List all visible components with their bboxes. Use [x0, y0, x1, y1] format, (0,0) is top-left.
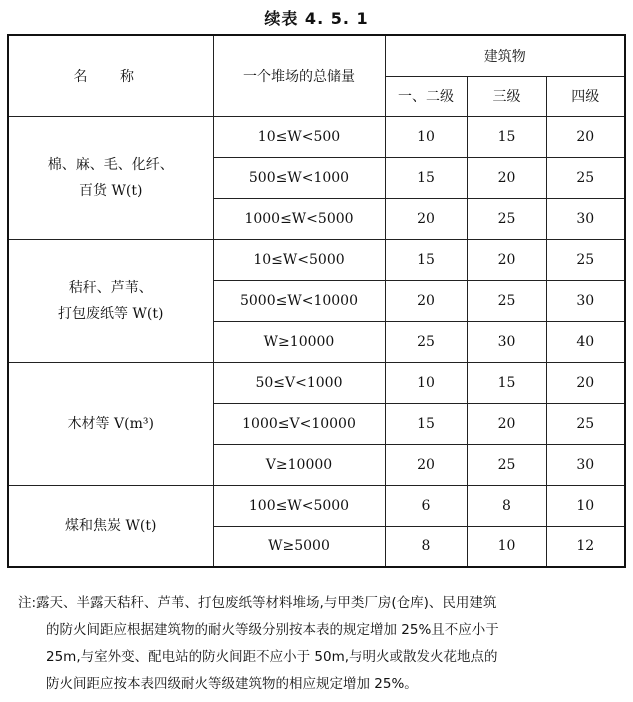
group-name-line: 秸秆、芦苇、 — [68, 279, 153, 296]
distance-grade-3: 20 — [467, 239, 546, 280]
storage-range: 500≤W<1000 — [213, 157, 385, 198]
distance-grade-1-2: 15 — [385, 239, 467, 280]
table-row — [8, 239, 625, 280]
distance-grade-1-2: 10 — [385, 116, 467, 157]
header-grade-3: 三级 — [467, 76, 546, 116]
group-name-cell — [8, 362, 213, 485]
storage-range: 10≤W<5000 — [213, 239, 385, 280]
group-name-line: 木材等 V(m³) — [67, 415, 154, 432]
group-name-line: 棉、麻、毛、化纤、 — [47, 156, 174, 173]
note-line: 25m,与室外变、配电站的防火间距不应小于 50m,与明火或散发火花地点的 — [46, 649, 498, 665]
distance-grade-1-2: 15 — [385, 403, 467, 444]
distance-grade-4: 20 — [546, 116, 625, 157]
table-notes — [18, 590, 626, 698]
note-line: 防火间距应按本表四级耐火等级建筑物的相应规定增加 25%。 — [46, 676, 418, 692]
header-building: 建筑物 — [385, 35, 625, 76]
distance-grade-3: 30 — [467, 321, 546, 362]
group-name-line: 打包废纸等 W(t) — [58, 305, 164, 322]
distance-grade-3: 8 — [467, 485, 546, 526]
storage-range: 10≤W<500 — [213, 116, 385, 157]
distance-grade-1-2: 15 — [385, 157, 467, 198]
distance-grade-1-2: 20 — [385, 198, 467, 239]
header-grade-4: 四级 — [546, 76, 625, 116]
distance-grade-4: 30 — [546, 280, 625, 321]
header-total-storage: 一个堆场的总储量 — [213, 35, 385, 116]
header-grade-1-2: 一、二级 — [385, 76, 467, 116]
table-row — [8, 362, 625, 403]
distance-grade-4: 30 — [546, 198, 625, 239]
distance-grade-1-2: 25 — [385, 321, 467, 362]
distance-grade-4: 25 — [546, 403, 625, 444]
distance-grade-3: 15 — [467, 362, 546, 403]
distance-grade-3: 25 — [467, 280, 546, 321]
group-name-cell — [8, 485, 213, 567]
storage-range: W≥5000 — [213, 526, 385, 567]
distance-grade-3: 20 — [467, 403, 546, 444]
distance-grade-1-2: 6 — [385, 485, 467, 526]
note-line: 注:露天、半露天秸秆、芦苇、打包废纸等材料堆场,与甲类厂房(仓库)、民用建筑 — [18, 595, 497, 611]
distance-grade-1-2: 20 — [385, 280, 467, 321]
note-line: 的防火间距应根据建筑物的耐火等级分别按本表的规定增加 25%且不应小于 — [46, 622, 499, 638]
distance-grade-4: 40 — [546, 321, 625, 362]
storage-range: 50≤V<1000 — [213, 362, 385, 403]
distance-grade-4: 12 — [546, 526, 625, 567]
distance-grade-4: 20 — [546, 362, 625, 403]
distance-grade-4: 25 — [546, 157, 625, 198]
page-title: 续表 4. 5. 1 — [264, 9, 369, 28]
fire-distance-table — [7, 34, 626, 568]
distance-grade-3: 15 — [467, 116, 546, 157]
group-name-line: 百货 W(t) — [79, 182, 143, 199]
distance-grade-1-2: 8 — [385, 526, 467, 567]
storage-range: W≥10000 — [213, 321, 385, 362]
distance-grade-4: 10 — [546, 485, 625, 526]
distance-grade-4: 30 — [546, 444, 625, 485]
distance-grade-3: 25 — [467, 444, 546, 485]
distance-grade-3: 20 — [467, 157, 546, 198]
group-name-cell — [8, 116, 213, 239]
storage-range: 1000≤V<10000 — [213, 403, 385, 444]
table-row — [8, 116, 625, 157]
distance-grade-1-2: 20 — [385, 444, 467, 485]
distance-grade-3: 25 — [467, 198, 546, 239]
storage-range: 5000≤W<10000 — [213, 280, 385, 321]
header-name: 名 称 — [8, 35, 213, 116]
distance-grade-3: 10 — [467, 526, 546, 567]
table-row — [8, 485, 625, 526]
storage-range: 100≤W<5000 — [213, 485, 385, 526]
group-name-cell — [8, 239, 213, 362]
group-name-line: 煤和焦炭 W(t) — [65, 517, 157, 534]
distance-grade-1-2: 10 — [385, 362, 467, 403]
storage-range: 1000≤W<5000 — [213, 198, 385, 239]
distance-grade-4: 25 — [546, 239, 625, 280]
storage-range: V≥10000 — [213, 444, 385, 485]
